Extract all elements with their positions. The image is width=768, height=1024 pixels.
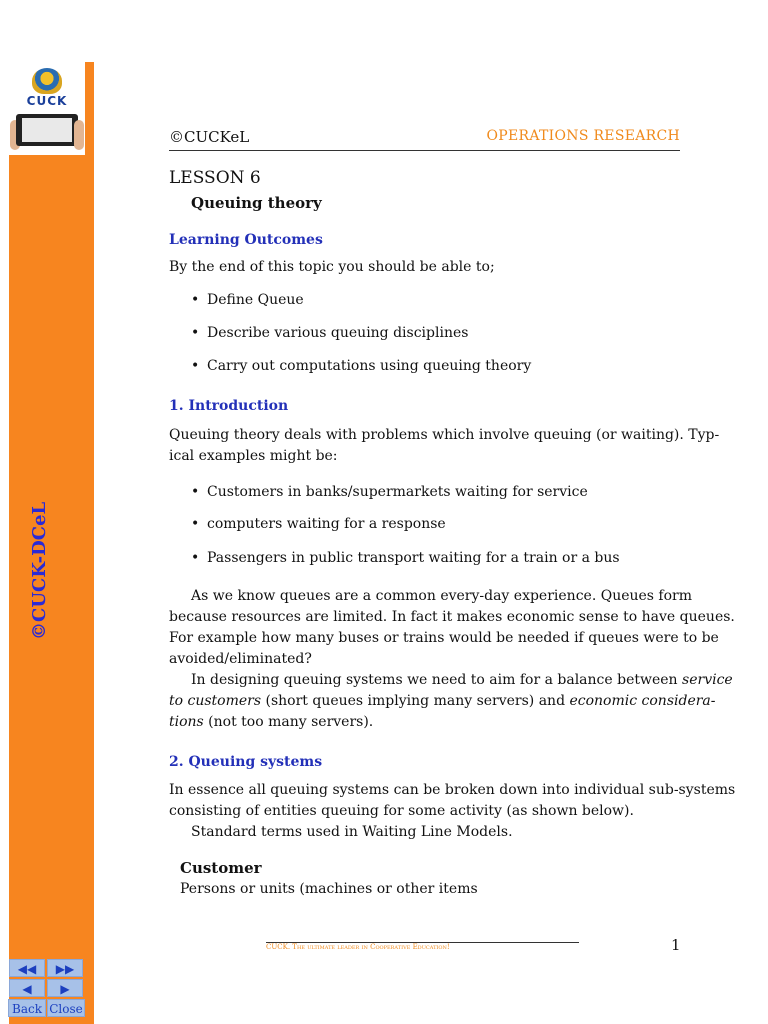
list-item bbox=[191, 550, 620, 566]
paragraph-line: because resources are limited. In fact it makes economic sense to have queues. bbox=[169, 609, 735, 625]
paragraph-line: For example how many buses or trains would be needed if queues were to be bbox=[169, 630, 719, 646]
paragraph-line bbox=[169, 712, 373, 733]
introduction-para-line: ical examples might be: bbox=[169, 448, 338, 464]
list-item-text: computers waiting for a response bbox=[207, 516, 446, 532]
bullet-icon: • bbox=[191, 292, 200, 308]
outcomes-heading: Learning Outcomes bbox=[169, 232, 323, 248]
header-course-title: OPERATIONS RESEARCH bbox=[486, 128, 680, 144]
logo bbox=[9, 62, 85, 155]
list-item bbox=[191, 292, 304, 308]
footer-slogan: CUCK. The ultimate leader in Cooperative Education! bbox=[266, 943, 450, 951]
list-item-text: Define Queue bbox=[207, 292, 304, 308]
page-number: 1 bbox=[671, 936, 681, 954]
text-run: (short queues implying many servers) and bbox=[261, 693, 570, 709]
back-button[interactable]: Back bbox=[8, 999, 46, 1017]
close-button[interactable]: Close bbox=[47, 999, 85, 1017]
paragraph-line: In essence all queuing systems can be broken down into individual sub-systems bbox=[169, 782, 736, 798]
list-item-text: Passengers in public transport waiting for a train or a bus bbox=[207, 550, 620, 566]
emphasis: to customers bbox=[169, 693, 262, 709]
text-run: (not too many servers). bbox=[203, 714, 374, 730]
outcomes-intro: By the end of this topic you should be able to; bbox=[169, 259, 495, 275]
paragraph-line: consisting of entities queuing for some activity (as shown below). bbox=[169, 803, 634, 819]
paragraph-line: As we know queues are a common every-day experience. Queues form bbox=[191, 588, 693, 604]
emphasis: tions bbox=[169, 714, 204, 730]
paragraph-line bbox=[191, 670, 733, 691]
term-heading: Customer bbox=[180, 859, 262, 877]
bullet-icon: • bbox=[191, 358, 200, 374]
list-item bbox=[191, 358, 532, 374]
first-page-button[interactable]: ◀◀ bbox=[9, 959, 45, 977]
paragraph-line: Standard terms used in Waiting Line Models. bbox=[191, 824, 513, 840]
emphasis: service bbox=[682, 672, 733, 688]
crest-icon bbox=[32, 68, 62, 94]
lesson-number: LESSON 6 bbox=[169, 168, 261, 188]
logo-frame bbox=[10, 64, 84, 154]
queuing-systems-heading: 2. Queuing systems bbox=[169, 754, 323, 770]
next-page-button[interactable]: ▶ bbox=[47, 979, 83, 997]
lesson-title: Queuing theory bbox=[191, 194, 322, 212]
bullet-icon: • bbox=[191, 325, 200, 341]
last-page-button[interactable]: ▶▶ bbox=[47, 959, 83, 977]
list-item-text: Describe various queuing disciplines bbox=[207, 325, 469, 341]
logo-text: CUCK bbox=[26, 94, 68, 108]
page-header bbox=[169, 128, 680, 151]
list-item bbox=[191, 325, 469, 341]
introduction-para-line: Queuing theory deals with problems which involve queuing (or waiting). Typ- bbox=[169, 427, 720, 443]
introduction-heading: 1. Introduction bbox=[169, 398, 289, 414]
emphasis: economic considera- bbox=[569, 693, 716, 709]
bullet-icon: • bbox=[191, 516, 200, 532]
list-item-text: Customers in banks/supermarkets waiting for service bbox=[207, 484, 588, 500]
paragraph-line bbox=[169, 691, 716, 712]
list-item bbox=[191, 516, 446, 532]
text-run: In designing queuing systems we need to aim for a balance between bbox=[191, 672, 683, 688]
hand-icon bbox=[74, 120, 84, 150]
previous-page-button[interactable]: ◀ bbox=[9, 979, 45, 997]
header-copyright: ©CUCKeL bbox=[169, 128, 250, 146]
term-definition: Persons or units (machines or other items bbox=[180, 881, 478, 897]
tablet-screen bbox=[22, 118, 72, 142]
vertical-brand: ©CUCK-DCeL bbox=[29, 501, 50, 640]
paragraph-line: avoided/eliminated? bbox=[169, 651, 312, 667]
list-item bbox=[191, 484, 588, 500]
list-item-text: Carry out computations using queuing theory bbox=[207, 358, 532, 374]
bullet-icon: • bbox=[191, 484, 200, 500]
bullet-icon: • bbox=[191, 550, 200, 566]
